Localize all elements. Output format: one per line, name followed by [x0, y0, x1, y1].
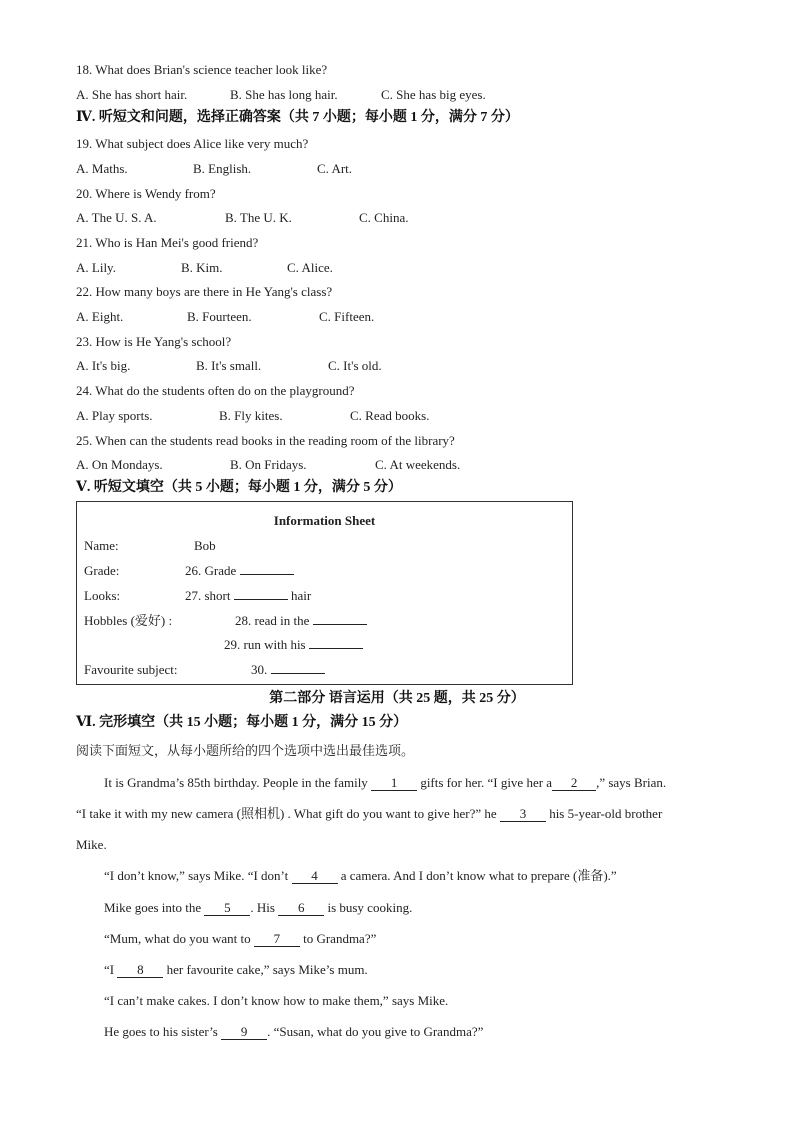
sheet-title: Information Sheet	[273, 513, 376, 528]
q23-option-c: C. It's old.	[328, 358, 382, 373]
question-25: 25. When can the students read books in the reading room of the library?	[76, 433, 455, 448]
q19-option-b: B. English.	[193, 161, 252, 176]
q22-option-a: A. Eight.	[76, 309, 124, 324]
grade-item: 26. Grade	[185, 563, 294, 579]
q22-option-c: C. Fifteen.	[319, 309, 375, 324]
q20-option-b: B. The U. K.	[225, 210, 292, 225]
cloze-blank-1: 1	[371, 776, 417, 791]
q24-option-b: B. Fly kites.	[219, 408, 283, 423]
subject-item: 30.	[251, 662, 325, 678]
cloze-blank-6: 6	[278, 901, 324, 916]
cloze-line-7: “I 8 her favourite cake,” says Mike’s mum.	[104, 962, 368, 977]
q21-option-b: B. Kim.	[181, 260, 223, 275]
cloze-line-1: It is Grandma’s 85th birthday. People in the family 1 gifts for her. “I give her a 2 ,” says Brian.	[104, 775, 667, 790]
q25-option-a: A. On Mondays.	[76, 457, 163, 472]
looks-label: Looks:	[84, 588, 121, 603]
cloze-line-8: “I can’t make cakes. I don’t know how to make them,” says Mike.	[104, 993, 449, 1008]
part-2-heading: 第二部分 语言运用（共 25 题，共 25 分）	[269, 691, 525, 706]
blank-30	[271, 673, 325, 674]
cloze-line-2: “I take it with my new camera (照相机) . What gift do you want to give her?” he 3 his 5-year-old brother	[76, 806, 663, 821]
blank-26	[240, 574, 294, 575]
looks-item: 27. short hair	[185, 588, 312, 603]
q19-option-c: C. Art.	[317, 161, 353, 176]
q19-option-a: A. Maths.	[76, 161, 128, 176]
hobbies-item-1: 28. read in the	[235, 613, 367, 629]
blank-29	[309, 648, 363, 649]
cloze-blank-7: 7	[254, 932, 300, 947]
q20-option-a: A. The U. S. A.	[76, 210, 157, 225]
name-label: Name:	[84, 538, 119, 553]
q23-option-a: A. It's big.	[76, 358, 131, 373]
question-20: 20. Where is Wendy from?	[76, 186, 216, 201]
q25-option-b: B. On Fridays.	[230, 457, 307, 472]
q22-option-b: B. Fourteen.	[187, 309, 252, 324]
q21-option-a: A. Lily.	[76, 260, 116, 275]
cloze-blank-9: 9	[221, 1025, 267, 1040]
q25-option-c: C. At weekends.	[375, 457, 461, 472]
q24-option-c: C. Read books.	[350, 408, 430, 423]
information-sheet	[76, 501, 573, 685]
cloze-line-5: Mike goes into the 5 . His 6 is busy cooking.	[104, 900, 413, 915]
cloze-line-6: “Mum, what do you want to 7 to Grandma?”	[104, 931, 377, 946]
question-21: 21. Who is Han Mei's good friend?	[76, 235, 259, 250]
hobbies-item-2: 29. run with his	[224, 637, 363, 653]
blank-28	[313, 624, 367, 625]
grade-label: Grade:	[84, 563, 120, 578]
q18-option-a: A. She has short hair.	[76, 87, 188, 102]
cloze-blank-2: 2	[552, 776, 596, 791]
question-19: 19. What subject does Alice like very much?	[76, 136, 309, 151]
subject-label: Favourite subject:	[84, 662, 178, 677]
name-value: Bob	[194, 538, 216, 553]
q24-option-a: A. Play sports.	[76, 408, 153, 423]
question-23: 23. How is He Yang's school?	[76, 334, 232, 349]
cloze-blank-8: 8	[117, 963, 163, 978]
cloze-line-3: Mike.	[76, 837, 107, 852]
cloze-instruction: 阅读下面短文，从每小题所给的四个选项中选出最佳选项。	[76, 743, 415, 758]
cloze-line-4: “I don’t know,” says Mike. “I don’t 4 a camera. And I don’t know what to prepare (准备).”	[104, 868, 617, 883]
cloze-line-9: He goes to his sister’s 9 . “Susan, what do you give to Grandma?”	[104, 1024, 484, 1039]
section-4-heading: Ⅳ. 听短文和问题，选择正确答案（共 7 小题；每小题 1 分，满分 7 分）	[76, 110, 519, 125]
question-22: 22. How many boys are there in He Yang's class?	[76, 284, 333, 299]
question-18: 18. What does Brian's science teacher look like?	[76, 62, 328, 77]
q18-option-c: C. She has big eyes.	[381, 87, 486, 102]
hobbies-label: Hobbles (爱好) :	[84, 613, 173, 628]
cloze-blank-3: 3	[500, 807, 546, 822]
blank-27	[234, 599, 288, 600]
q21-option-c: C. Alice.	[287, 260, 333, 275]
cloze-blank-5: 5	[204, 901, 250, 916]
q18-option-b: B. She has long hair.	[230, 87, 338, 102]
section-6-heading: Ⅵ. 完形填空（共 15 小题；每小题 1 分，满分 15 分）	[76, 715, 408, 730]
question-24: 24. What do the students often do on the playground?	[76, 383, 355, 398]
section-5-heading: Ⅴ. 听短文填空（共 5 小题；每小题 1 分，满分 5 分）	[76, 480, 402, 495]
q20-option-c: C. China.	[359, 210, 409, 225]
cloze-blank-4: 4	[292, 869, 338, 884]
q23-option-b: B. It's small.	[196, 358, 262, 373]
